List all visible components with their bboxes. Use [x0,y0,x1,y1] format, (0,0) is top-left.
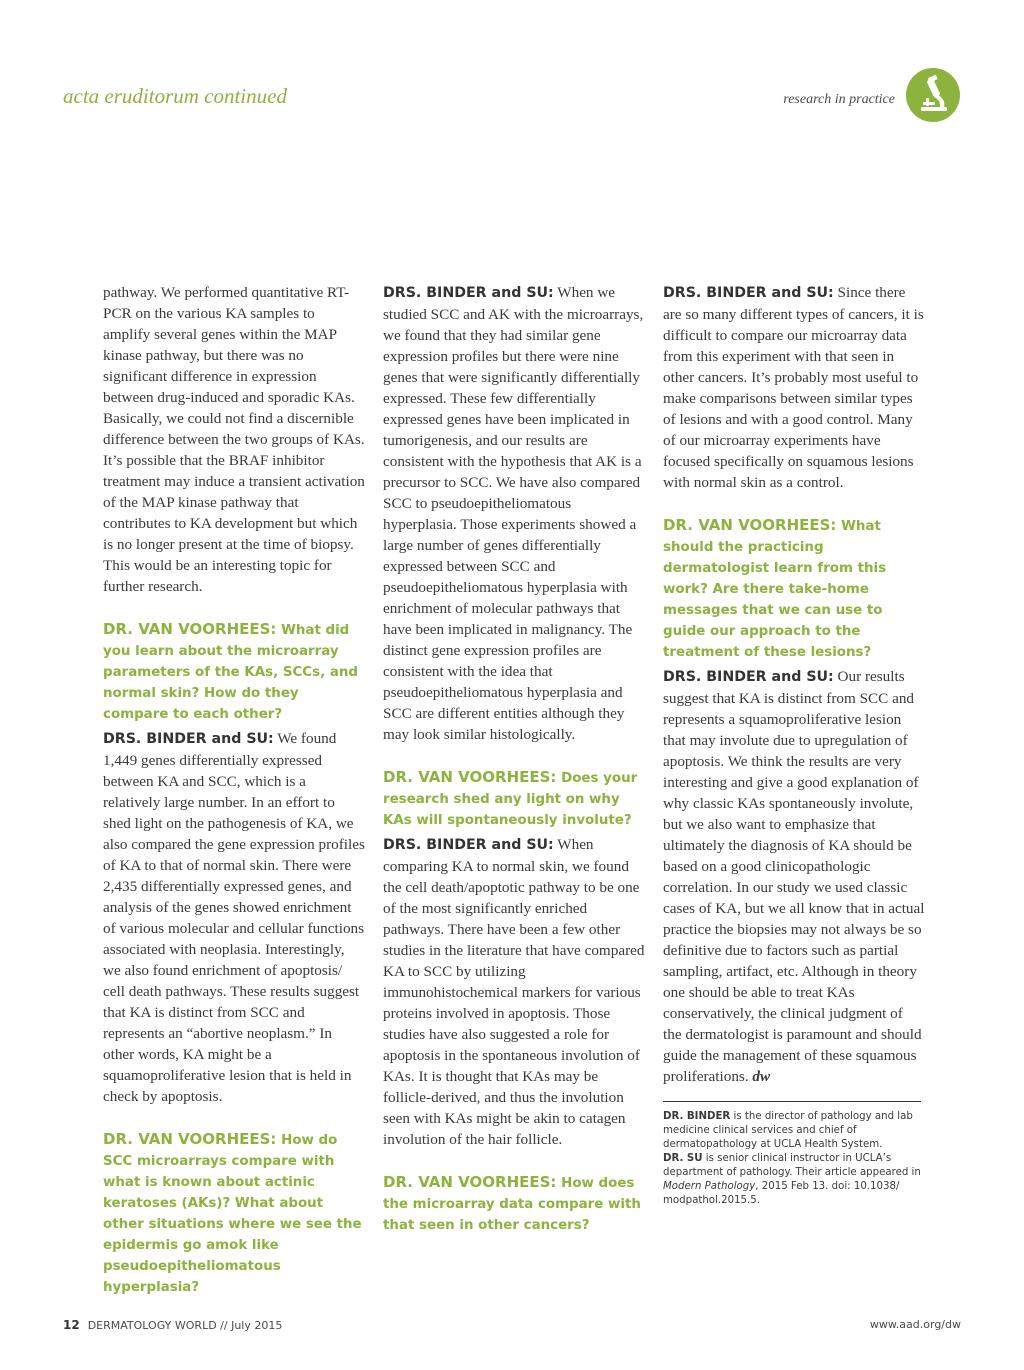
page-number: 12 [63,1318,80,1332]
author-bio [663,1152,925,1208]
answer-text: We found 1,449 genes differentially expressed between KA and SCC, which is a relatively large number. In an effort to shed light on the pathogenesis of KA, we also compared the gene expression profiles of KA to that of normal skin. There were 2,435 differentially expressed genes, and analysis of the genes showed enrichment of various molecular and cellular functions associated with neoplasia. Interestingly, we also found enrichment of apoptosis/ cell death pathways. These results suggest that KA is distinct from SCC and represents an “abortive neoplasm.” In other words, KA might be a squamoproliferative lesion that is held in check by apoptosis. [103,730,365,1105]
respondent-name: DRS. BINDER and SU: [663,669,834,685]
interviewer-name: DR. VAN VOORHEES: [103,620,277,638]
author-name: DR. SU [663,1153,703,1164]
answer [383,282,645,745]
question-text: How does the microarray data compare with that seen in other cancers? [383,1176,641,1233]
respondent-name: DRS. BINDER and SU: [103,731,274,747]
publication-name: DERMATOLOGY WORLD // July 2015 [87,1319,283,1332]
bio-text: is senior clinical instructor in UCLA’s department of pathology. Their article appeared in [663,1153,921,1178]
footer-left [63,1318,282,1332]
column-1 [103,282,365,1298]
answer [103,728,365,1107]
column-2 [383,282,645,1236]
research-badge [906,68,960,122]
microscope-icon [906,68,960,122]
respondent-name: DRS. BINDER and SU: [663,285,834,301]
citation-text: , 2015 Feb 13. doi: 10.1038/ modpathol.2015.5. [663,1181,900,1206]
answer-text: When comparing KA to normal skin, we found the cell death/apoptotic pathway to be one of the most significantly enriched pathways. There have been a few other studies in the literature that have compared KA to SCC by utilizing immunohistochemical markers for various proteins involved in apoptosis. Those studies have also suggested a role for apoptosis in the spontaneous involution of KAs. It is thought that KAs may be follicle-derived, and thus the involution seen with KAs might be akin to catagen involution of the hair follicle. [383,836,645,1148]
question-text: How do SCC microarrays compare with what is known about actinic keratoses (AKs)? What about other situations where we see the epidermis go amok like pseudoepitheliomatous hyperplasia? [103,1133,362,1295]
question-text: What should the practicing dermatologist learn from this work? Are there take-home messages that we can use to guide our approach to the treatment of these lesions? [663,519,887,660]
end-mark: dw [752,1068,771,1085]
journal-name: Modern Pathology [663,1181,756,1192]
question-text: What did you learn about the microarray parameters of the KAs, SCCs, and normal skin? How do they compare to each other? [103,623,359,722]
bio-text: is the director of pathology and lab medicine clinical services and chief of dermatopathology at UCLA Health System. [663,1111,913,1150]
divider [663,1101,921,1102]
question [663,515,925,663]
answer-text: When we studied SCC and AK with the microarrays, we found that they had similar gene expression profiles but there were nine genes that were significantly differentially expressed. These few differentially expressed genes have been implicated in tumorigenesis, and our results are consistent with the hypothesis that AK is a precursor to SCC. We have also compared SCC to pseudoepitheliomatous hyperplasia. Those experiments showed a large number of genes differentially expressed between SCC and pseudoepitheliomatous hyperplasia with enrichment of molecular pathways that have been implicated in malignancy. The distinct gene expression profiles are consistent with the idea that pseudoepitheliomatous hyperplasia and SCC are different entities although they may look similar histologically. [383,284,644,743]
question [383,767,645,831]
interviewer-name: DR. VAN VOORHEES: [663,516,837,534]
footer-url[interactable]: www.aad.org/dw [869,1318,961,1331]
category-label: research in practice [783,92,895,107]
section-title: acta eruditorum continued [63,84,287,108]
interviewer-name: DR. VAN VOORHEES: [103,1130,277,1148]
answer [383,834,645,1150]
column-3 [663,282,925,1208]
respondent-name: DRS. BINDER and SU: [383,837,554,853]
answer [663,666,925,1087]
interviewer-name: DR. VAN VOORHEES: [383,1173,557,1191]
answer-text: Our results suggest that KA is distinct from SCC and represents a squamoproliferative lesion that may involute due to upregulation of apoptosis. We think the results are very interesting and give a good explanation of why classic KAs spontaneously involute, but we also want to emphasize that ultimately the diagnosis of KA should be based on a good clinicopathologic correlation. In our study we used classic cases of KA, but we all know that in actual practice the biopsies may not always be so definitive due to factors such as partial sampling, artifact, etc. Although in theory one should be able to treat KAs conservatively, the clinical judgment of the dermatologist is paramount and should guide the management of these squamous proliferations. [663,668,925,1085]
respondent-name: DRS. BINDER and SU: [383,285,554,301]
answer-text: Since there are so many different types of cancers, it is difficult to compare our microarray data from this experiment with that seen in other cancers. It’s probably most useful to make comparisons between similar types of lesions and with a good control. Many of our microarray experiments have focused specifically on squamous lesions with normal skin as a control. [663,284,924,491]
question [103,1129,365,1298]
author-name: DR. BINDER [663,1111,731,1122]
author-bio [663,1110,925,1152]
body-paragraph: pathway. We performed quantitative RT-PCR on the various KA samples to amplify several genes within the MAP kinase pathway, but there was no significant difference in expression between drug-induced and sporadic KAs. Basically, we could not find a discernible difference between the two groups of KAs. It’s possible that the BRAF inhibitor treatment may induce a transient activation of the MAP kinase pathway that contributes to KA development but which is no longer present at the time of biopsy. This would be an interesting topic for further research. [103,284,365,595]
question [103,619,365,725]
question [383,1172,645,1236]
answer [663,282,925,493]
question-text: Does your research shed any light on why KAs will spontaneously involute? [383,771,638,828]
interviewer-name: DR. VAN VOORHEES: [383,768,557,786]
